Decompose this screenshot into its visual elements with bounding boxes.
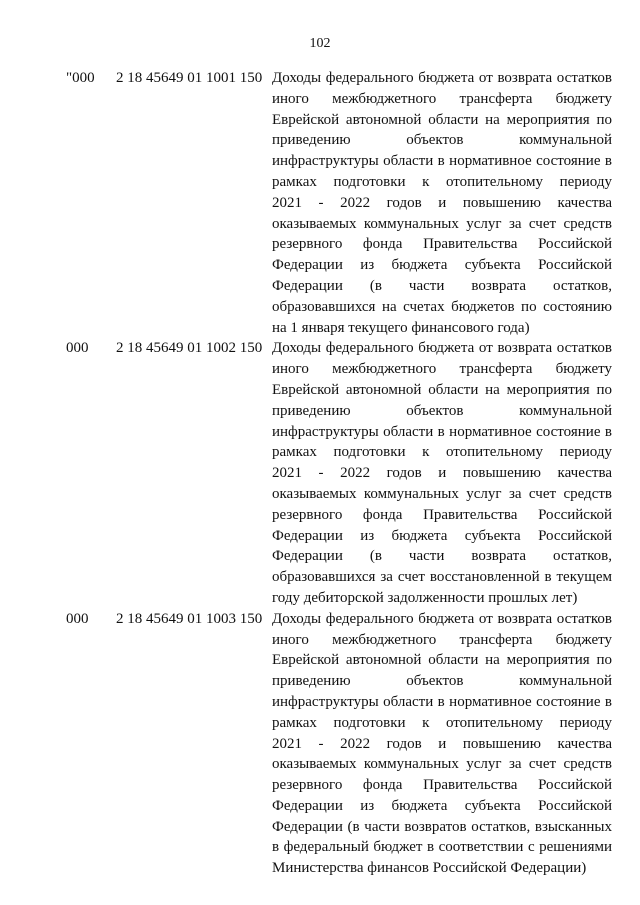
description-line: 2021 - 2022 годов и повышению качества xyxy=(272,735,612,752)
description-line: Федерации (в части возвратов остатков, взысканных xyxy=(272,818,612,835)
entries-list xyxy=(66,68,614,879)
entry-description xyxy=(272,609,612,879)
description-line: Федерации из бюджета субъекта Российской xyxy=(272,797,612,814)
entry-3 xyxy=(66,609,614,879)
admin-code: "000 xyxy=(66,70,95,86)
description-line: Министерства финансов Российской Федерации) xyxy=(272,860,587,877)
description-line: инфраструктуры области в нормативное состояние в xyxy=(272,423,612,440)
description-line: 2021 - 2022 годов и повышению качества xyxy=(272,194,612,211)
entry-description xyxy=(272,338,612,608)
description-line: Федерации из бюджета субъекта Российской xyxy=(272,527,612,544)
description-line: приведению объектов коммунальной xyxy=(272,402,612,419)
description-line: Федерации (в части возврата остатков, xyxy=(272,548,612,565)
entry-2 xyxy=(66,338,614,608)
description-line: иного межбюджетного трансферта бюджету xyxy=(272,631,612,648)
description-line: оказываемых коммунальных услуг за счет средств xyxy=(272,485,612,502)
description-line: Еврейской автономной области на мероприятия по xyxy=(272,111,612,128)
description-line: инфраструктуры области в нормативное состояние в xyxy=(272,693,612,710)
budget-classification-code: 2 18 45649 01 1003 150 xyxy=(116,610,263,627)
description-line: оказываемых коммунальных услуг за счет средств xyxy=(272,215,612,232)
description-line: резервного фонда Правительства Российской xyxy=(272,506,612,523)
description-line: Федерации из бюджета субъекта Российской xyxy=(272,257,612,274)
page-number: 102 xyxy=(309,36,331,51)
description-line: приведению объектов коммунальной xyxy=(272,132,612,149)
description-line: иного межбюджетного трансферта бюджету xyxy=(272,361,612,378)
description-line: Еврейской автономной области на мероприятия по xyxy=(272,652,612,669)
description-line: резервного фонда Правительства Российской xyxy=(272,777,612,794)
description-line: Еврейской автономной области на мероприятия по xyxy=(272,381,612,398)
description-line: Федерации (в части возврата остатков, xyxy=(272,277,612,294)
entry-1 xyxy=(66,68,614,338)
entry-description xyxy=(272,68,612,338)
description-line: оказываемых коммунальных услуг за счет средств xyxy=(272,756,612,773)
description-line: году дебиторской задолженности прошлых лет) xyxy=(272,589,578,606)
admin-code: 000 xyxy=(66,610,89,627)
description-line: резервного фонда Правительства Российской xyxy=(272,236,612,253)
description-line: инфраструктуры области в нормативное состояние в xyxy=(272,153,612,170)
description-line: образовавшихся на счетах бюджетов по состоянию xyxy=(272,298,612,315)
description-line: Доходы федерального бюджета от возврата остатков xyxy=(272,340,612,357)
description-line: на 1 января текущего финансового года) xyxy=(272,319,530,336)
description-line: рамках подготовки к отопительному периоду xyxy=(272,714,612,731)
description-line: Доходы федерального бюджета от возврата остатков xyxy=(272,70,612,86)
description-line: рамках подготовки к отопительному периоду xyxy=(272,173,612,190)
description-line: в федеральный бюджет в соответствии с решениями xyxy=(272,839,612,856)
description-line: приведению объектов коммунальной xyxy=(272,673,612,690)
admin-code: 000 xyxy=(66,340,89,357)
description-line: 2021 - 2022 годов и повышению качества xyxy=(272,465,612,482)
budget-classification-code: 2 18 45649 01 1001 150 xyxy=(116,70,263,86)
description-line: иного межбюджетного трансферта бюджету xyxy=(272,90,612,107)
budget-classification-code: 2 18 45649 01 1002 150 xyxy=(116,340,263,357)
description-line: Доходы федерального бюджета от возврата остатков xyxy=(272,610,612,627)
description-line: образовавшихся за счет восстановленной в текущем xyxy=(272,569,612,586)
description-line: рамках подготовки к отопительному периоду xyxy=(272,444,612,461)
